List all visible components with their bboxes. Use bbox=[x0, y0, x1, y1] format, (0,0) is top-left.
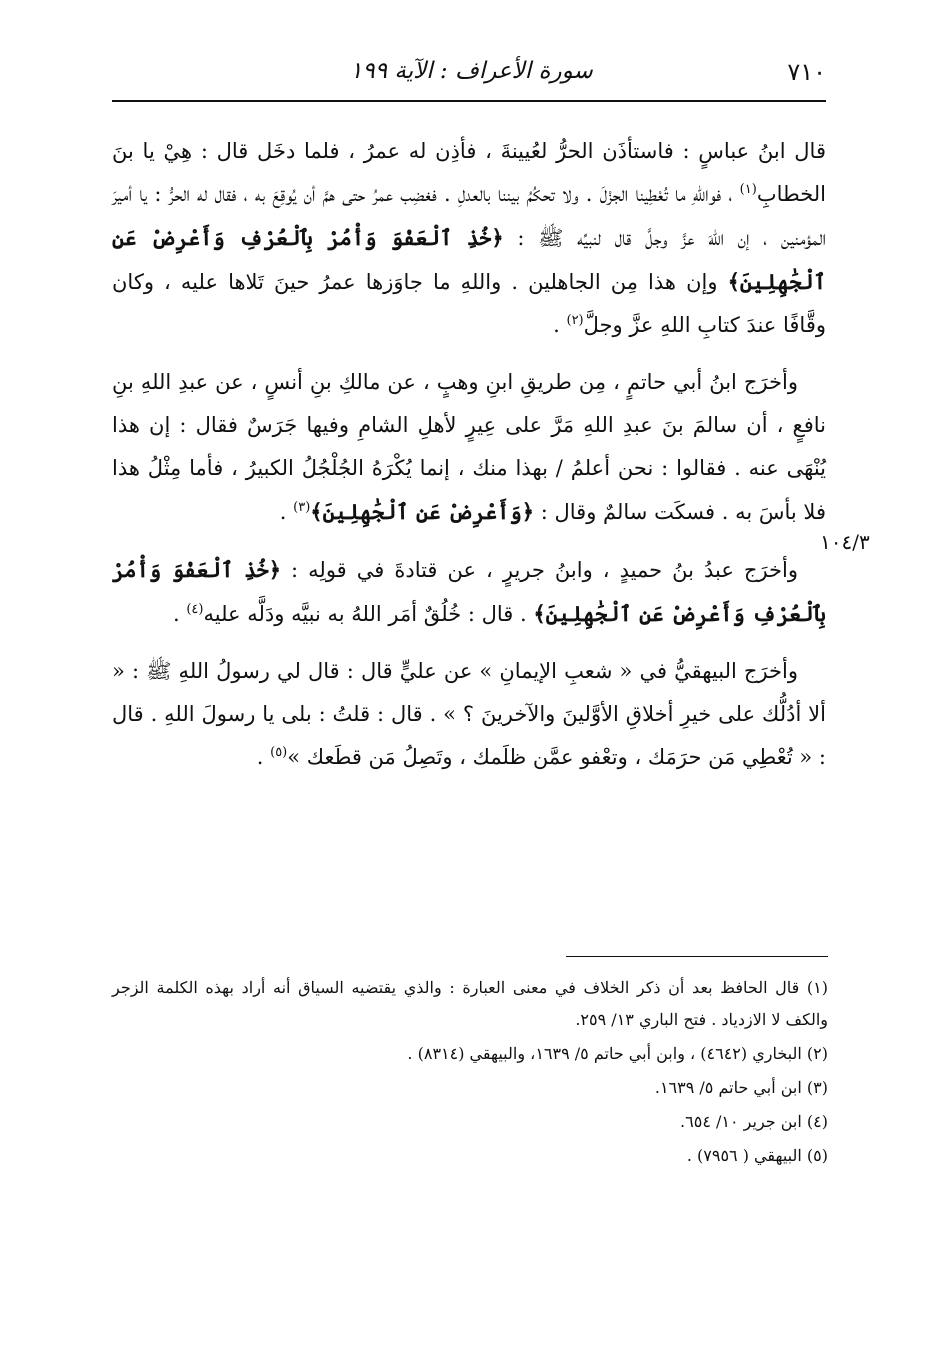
paragraph-2 bbox=[112, 361, 826, 534]
footnote-rule bbox=[566, 956, 828, 957]
text-segment: ، فواللهِ ما تُعْطِينا الجزْلَ . ولا تحكُمُ بيننا بالعدلِ . فغضِب عمرُ حتى همَّ أن يُوقِعَ به ، فقال له الحرُّ : يا أميرَ المؤمنين ، إن اللهَ عزَّ وجلَّ قال لنبيِّه ﷺ : bbox=[112, 182, 826, 250]
text-segment: . bbox=[553, 313, 567, 337]
text-segment: وإن هذا مِن الجاهلين . واللهِ ما جاوَزها عمرُ حينَ تَلاها عليه ، وكان وقَّافًا عندَ كتابِ اللهِ عزَّ وجلَّ bbox=[112, 270, 826, 337]
footnote-2: (٢) البخاري (٤٦٤٢) ، وابن أبي حاتم ٥/ ١٦٣٩، والبيهقي (٨٣١٤) . bbox=[407, 1044, 828, 1063]
footnote-1: (١) قال الحافظ بعد أن ذكر الخلاف في معنى العبارة : والذي يقتضيه السياق أنه أراد بهذه الكلمة الزجر والكف لا الازدياد . فتح الباري ١٣/ ٢٥٩. bbox=[112, 978, 828, 1029]
header-rule bbox=[112, 100, 826, 102]
footnote-marker: (٣) bbox=[293, 500, 311, 515]
quran-verse: ﴿خُذِ ٱلْعَفْوَ وَأْمُرْ بِٱلْعُرْفِ وَأَعْرِضْ عَنِ ٱلْجَٰهِلِينَ﴾ bbox=[112, 225, 826, 294]
text-segment: . bbox=[279, 500, 294, 524]
quran-verse: ﴿خُذِ ٱلْعَفْوَ وَأْمُرْ بِٱلْعُرْفِ وَأَعْرِضْ عَنِ ٱلْجَٰهِلِينَ﴾ bbox=[112, 557, 826, 626]
text-segment: وأخرَج عبدُ بنُ حميدٍ ، وابنُ جريرٍ ، عن قتادةَ في قولِه : bbox=[281, 558, 799, 582]
quran-verse: ﴿وَأَعْرِضْ عَنِ ٱلْجَٰهِلِينَ﴾ bbox=[310, 499, 535, 524]
footnote-4: (٤) ابن جرير ١٠/ ٦٥٤. bbox=[680, 1112, 828, 1131]
text-segment: . قال : خُلُقٌ أمَر اللهُ به نبيَّه ودَلَّه عليه bbox=[203, 602, 534, 626]
page-number: ٧١٠ bbox=[787, 58, 826, 86]
running-title: سورة الأعراف : الآية ١٩٩ bbox=[350, 58, 593, 84]
paragraph-4 bbox=[112, 650, 826, 779]
footnote-marker: (٢) bbox=[566, 313, 584, 328]
text-segment: قال ابنُ عباسٍ : فاستأذَن الحرُّ لعُيينةَ ، فأذِن له عمرُ ، فلما دخَل قال : هِيْ يا بنَ الخطابِ bbox=[112, 139, 826, 206]
text-segment: . bbox=[172, 602, 187, 626]
footnote-marker: (٤) bbox=[186, 602, 204, 617]
footnote-marker: (١) bbox=[739, 182, 757, 197]
text-segment: وأخرَج ابنُ أبي حاتمٍ ، مِن طريقِ ابنِ وهبٍ ، عن مالكِ بنِ أنسٍ ، عن عبدِ اللهِ بنِ نافعٍ ، أن سالمَ بنَ عبدِ اللهِ مَرَّ على عِيرٍ لأهلِ الشامِ وفيها جَرَسٌ فقال : إن هذا يُنْهَى عنه . فقالوا : نحن أعلمُ / بهذا منك ، إنما يُكْرَهُ الجُلْجُلُ الكبيرُ ، فأما مِثْلُ هذا فلا بأسَ به . فسكَت سالمٌ وقال : bbox=[112, 370, 826, 524]
margin-reference: ١٠٤/٣ bbox=[820, 530, 870, 554]
paragraph-1 bbox=[112, 130, 826, 347]
text-segment: وأخرَج البيهقيُّ في « شعبِ الإيمانِ » عن عليٍّ قال : قال لي رسولُ اللهِ ﷺ : « ألا أدُلُّك على خيرِ أخلاقِ الأوَّلينَ والآخرينَ ؟ » . قال : قلتُ : بلى يا رسولَ اللهِ . قال : « تُعْطِي مَن حرَمَك ، وتعْفو عمَّن ظلَمك ، وتَصِلُ مَن قطَعك » bbox=[112, 659, 826, 769]
paragraph-3 bbox=[112, 548, 826, 636]
footnote-marker: (٥) bbox=[270, 745, 288, 760]
footnote-5: (٥) البيهقي ( ٧٩٥٦) . bbox=[686, 1146, 828, 1165]
page-header bbox=[114, 52, 826, 92]
footnote-3: (٣) ابن أبي حاتم ٥/ ١٦٣٩. bbox=[654, 1078, 828, 1097]
footnotes bbox=[112, 972, 828, 1174]
main-text bbox=[112, 130, 826, 793]
text-segment: . bbox=[256, 745, 271, 769]
